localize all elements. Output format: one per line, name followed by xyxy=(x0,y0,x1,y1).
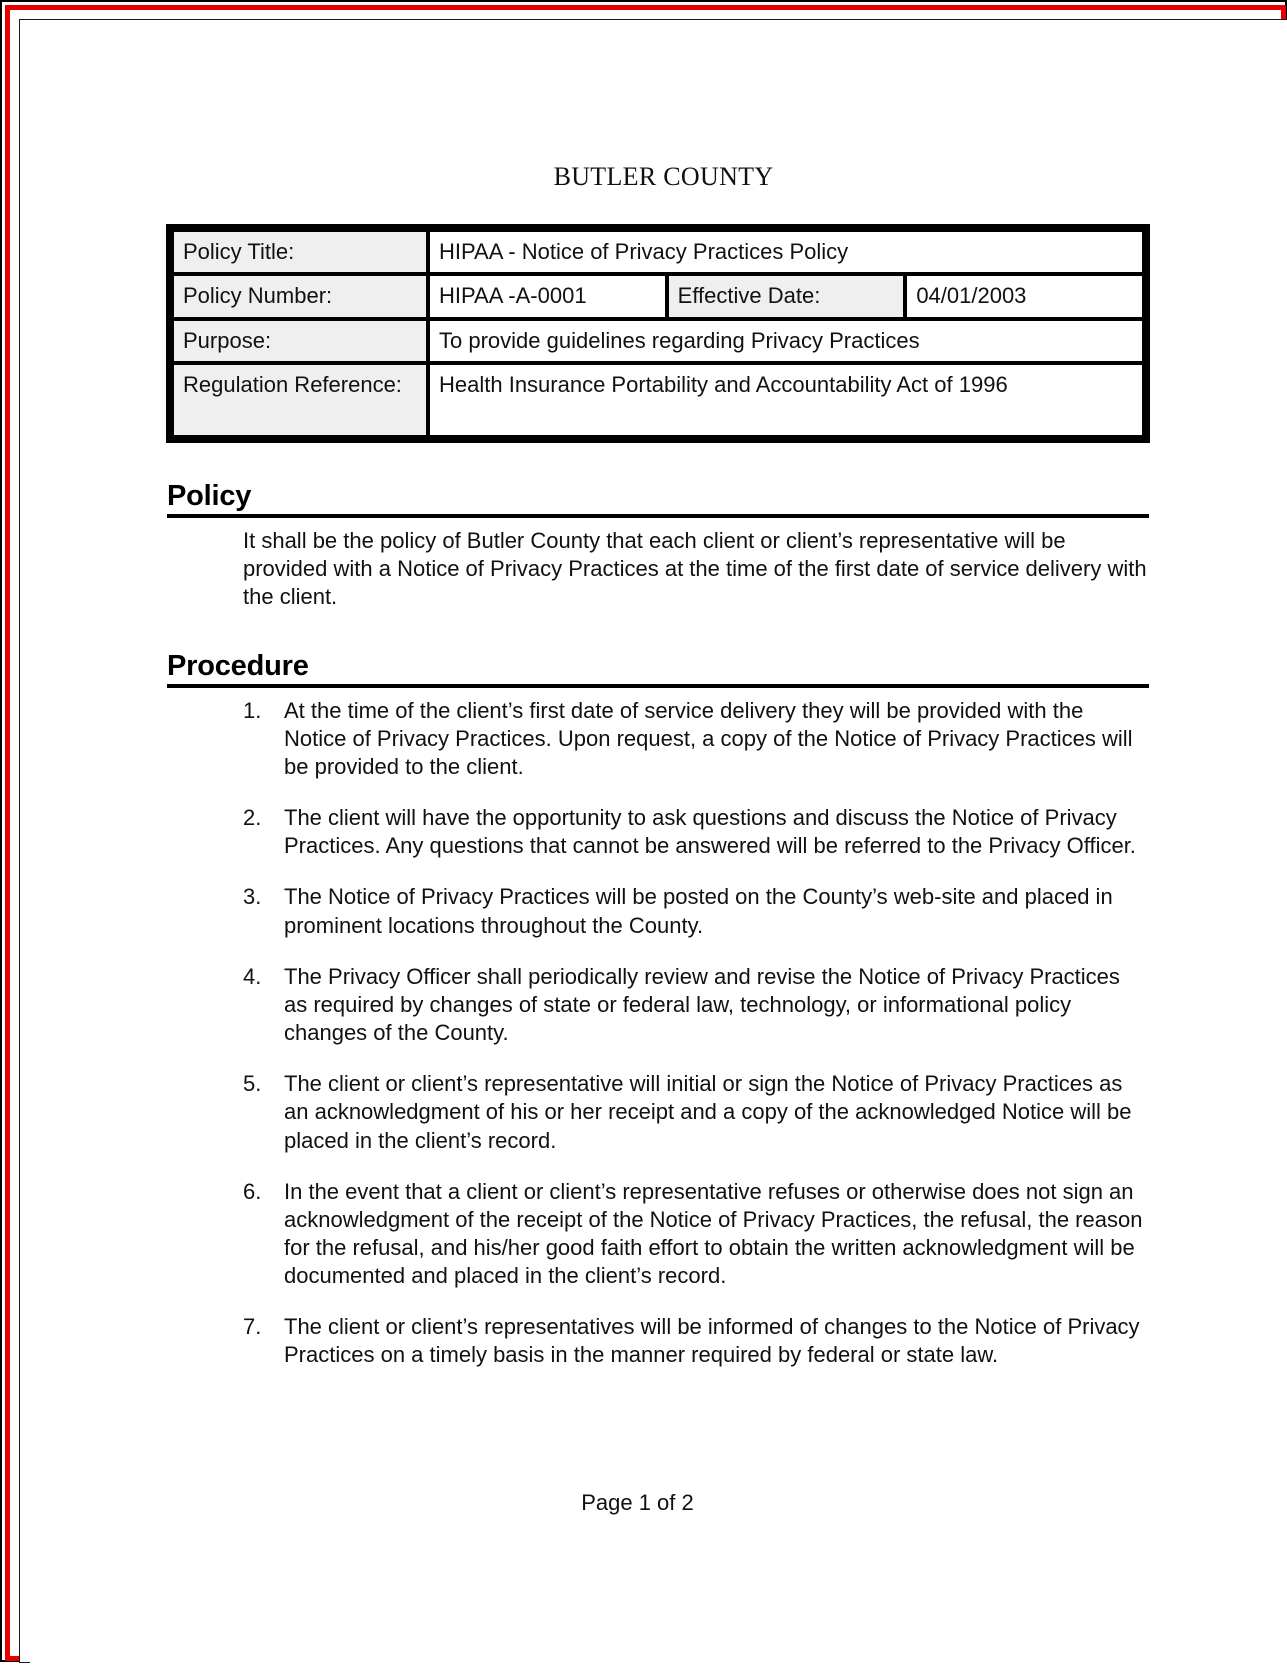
red-decorative-border xyxy=(5,5,1286,1661)
policy-title-value: HIPAA - Notice of Privacy Practices Policy xyxy=(428,230,1144,274)
list-item: The Privacy Officer shall periodically review and revise the Notice of Privacy Practices as required by changes of state or federal law, technology, or informational policy changes of the County. xyxy=(284,963,1120,1046)
list-item: The client or client’s representatives will be informed of changes to the Notice of Privacy Practices on a timely basis in the manner required by federal or state law. xyxy=(284,1314,1140,1368)
regulation-reference-value: Health Insurance Portability and Accountability Act of 1996 xyxy=(428,363,1144,437)
procedure-list xyxy=(30,697,1149,1370)
list-item: The client will have the opportunity to ask questions and discuss the Notice of Privacy Practices. Any questions that cannot be answered will be referred to the Privacy Officer. xyxy=(284,805,1136,859)
page-footer: Page 1 of 2 xyxy=(581,1490,694,1515)
procedure-heading-rule xyxy=(167,684,1149,688)
policy-number-value: HIPAA -A-0001 xyxy=(428,274,667,318)
table-row-purpose xyxy=(172,319,1144,363)
purpose-value: To provide guidelines regarding Privacy Practices xyxy=(428,319,1144,363)
policy-info-table xyxy=(167,225,1149,442)
list-item: The client or client’s representative will initial or sign the Notice of Privacy Practices as an acknowledgment of his or her receipt and a copy of the acknowledged Notice will be placed in the client’s record. xyxy=(284,1071,1132,1153)
table-row-regulation-reference xyxy=(172,363,1144,437)
policy-number-label: Policy Number: xyxy=(172,274,428,318)
inner-hairline-border xyxy=(19,19,1287,1663)
document-body xyxy=(30,30,1287,1672)
list-item: The Notice of Privacy Practices will be posted on the County’s web-site and placed in prominent locations throughout the County. xyxy=(284,884,1113,938)
effective-date-value: 04/01/2003 xyxy=(905,274,1144,318)
policy-section-heading: Policy xyxy=(167,480,252,513)
regulation-reference-label: Regulation Reference: xyxy=(172,363,428,437)
page-title: BUTLER COUNTY xyxy=(553,162,774,191)
purpose-label: Purpose: xyxy=(172,319,428,363)
list-item: At the time of the client’s first date of service delivery they will be provided with the Notice of Privacy Practices. Upon request, a copy of the Notice of Privacy Practices will be provided to the client. xyxy=(284,697,1133,779)
list-item: In the event that a client or client’s representative refuses or otherwise does not sign an acknowledgment of the receipt of the Notice of Privacy Practices, the refusal, the reason for the refusal, and his/her good faith effort to obtain the written acknowledgment will be documented and placed in the client’s record. xyxy=(284,1178,1143,1289)
policy-section-body: It shall be the policy of Butler County that each client or client’s representative will be provided with a Notice of Privacy Practices at the time of the first date of service delivery with the client. xyxy=(243,528,1147,610)
policy-heading-rule xyxy=(167,514,1149,518)
table-row-policy-number xyxy=(172,274,1144,318)
effective-date-label: Effective Date: xyxy=(667,274,906,318)
table-row-policy-title xyxy=(172,230,1144,274)
policy-title-label: Policy Title: xyxy=(172,230,428,274)
policy-info-table-wrapper xyxy=(30,225,1287,442)
procedure-section-heading: Procedure xyxy=(167,649,309,682)
